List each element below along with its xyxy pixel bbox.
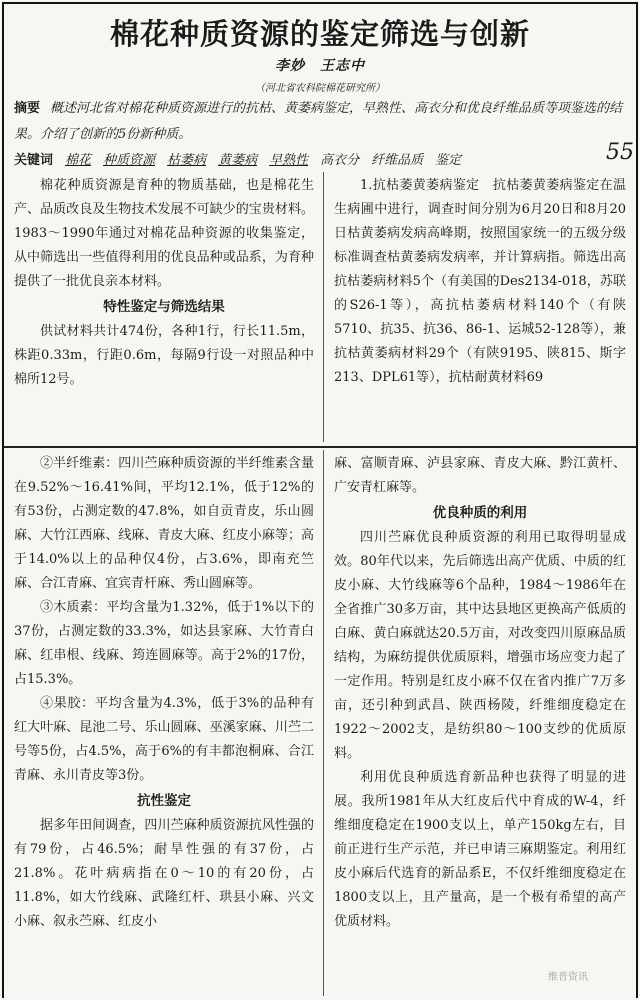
keyword-item: 鉴定 <box>435 153 462 168</box>
keyword-item: 黄萎病 <box>218 153 258 168</box>
page-border-left <box>2 2 4 998</box>
keyword-item: 纤维品质 <box>371 153 424 168</box>
paragraph: 利用优良种质选育新品种也获得了明显的进展。我所1981年从大红皮后代中育成的W-4，纤维细度稳定在1900支以上，单产150kg左右，目前正进行生产示范，并已申请三麻期鉴定。利用红皮小麻后代选育的新品系E，不仅纤维细度稳定在1800支以上，且产量高，是一个极有希望的高产优质材料。 <box>334 770 626 929</box>
paragraph: 1.抗枯萎黄萎病鉴定 抗枯萎黄萎病鉴定在温生病圃中进行，调查时间分别为6月20日和8月20日枯黄萎病发病高峰期，按照国家统一的五级分级标准调查枯黄萎病发病率，并计算病指。筛选出高抗枯萎病材料5个（有美国的Des2134-018，苏联的S26-1等），高抗枯萎病材料140个（有陕5710、抗35、抗36、86-1、运城52-128等），兼抗枯黄萎病材料29个（有陕9195、陕815、斯字213、DPL61等），抗枯耐黄材料69 <box>334 178 626 385</box>
keywords <box>14 150 604 172</box>
paragraph: 棉花种质资源是育种的物质基础，也是棉花生产、品质改良及生物技术发展不可缺少的宝贵材料。1983～1990年通过对棉花品种资源的收集鉴定，从中筛选出一些值得利用的优良品种或品系，为育种提供了一批优良亲本材料。 <box>14 178 314 289</box>
keyword-item: 种质资源 <box>103 153 156 168</box>
paragraph: ②半纤维素：四川苎麻种质资源的半纤维素含量在9.52%～16.41%间，平均12.1%，低于12%的有53份，占测定数的47.8%，如自贡青皮，乐山圆麻、大竹江西麻、线麻、青皮大麻、红皮小麻等；高于14.0%以上的品种仅4份，占3.6%，即南充竺麻、合江青麻、宜宾青杆麻、秀山圆麻等。 <box>14 456 314 591</box>
section-heading: 优良种质的利用 <box>432 505 528 521</box>
article-title: 棉花种质资源的鉴定筛选与创新 <box>109 17 530 51</box>
abstract-text: 概述河北省对棉花种质资源进行的抗枯、黄萎病鉴定，早熟性、高衣分和优良纤维品质等项鉴选的结果。介绍了创新的5份新种质。 <box>14 101 623 142</box>
keyword-item: 枯萎病 <box>167 153 207 168</box>
section-heading: 特性鉴定与筛选结果 <box>103 299 225 315</box>
keyword-item: 高衣分 <box>320 153 360 168</box>
paragraph: 供试材料共计474份，各种1行，行长11.5m，株距0.33m，行距0.6m，每隔9行设一对照品种中棉所12号。 <box>14 324 314 387</box>
page-border-right <box>636 2 638 998</box>
watermark: 维普资讯 <box>548 972 588 983</box>
section-heading: 抗性鉴定 <box>137 793 191 809</box>
paragraph: 麻、富顺青麻、泸县家麻、青皮大麻、黔江黄杆、广安青杠麻等。 <box>334 456 626 495</box>
article-affiliation: （河北省农科院棉花研究所） <box>255 83 385 94</box>
keywords-label: 关键词 <box>14 153 54 168</box>
column-divider-upper <box>323 172 324 442</box>
abstract-label: 摘要 <box>14 101 41 116</box>
keyword-item: 早熟性 <box>269 153 309 168</box>
paragraph: ③木质素：平均含量为1.32%，低于1%以下的37份，占测定数的33.3%，如达县家麻、大竹青白麻、红串根、线麻、筠连圆麻等。高于2%的17份，占15.3%。 <box>14 600 314 687</box>
page-section-divider <box>4 446 636 448</box>
upper-right-column <box>334 174 626 390</box>
paragraph: 四川苎麻优良种质资源的利用已取得明显成效。80年代以来，先后筛选出高产优质、中质的红皮小麻、大竹线麻等6个品种，1984～1986年在全省推广30多万亩，其中达县地区更换高产低质的白麻、黄白麻就达20.5万亩，对改变四川原麻品质结构，为麻纺提供优质原料，增强市场应变力起了一定作用。特别是红皮小麻不仅在省内推广7万多亩，还引种到武昌、陕西杨陵，纤维细度稳定在1922～2002支，是纺织80～100支纱的优质原料。 <box>334 530 626 761</box>
paragraph: ④果胶：平均含量为4.3%，低于3%的品种有红大叶麻、昆池二号、乐山圆麻、巫溪家麻、川苎二号等5份，占4.5%，高于6%的有丰都泡桐麻、合江青麻、永川青皮等3份。 <box>14 696 314 783</box>
keyword-item: 棉花 <box>65 153 92 168</box>
abstract <box>14 96 626 148</box>
paragraph: 据多年田间调查，四川苎麻种质资源抗风性强的有79份，占46.5%；耐旱性强的有37份，占21.8%。花叶病病指在0～10的有20份，占11.8%，如大竹线麻、武隆红杆、珙县小麻、兴文小麻、叙永苎麻、红皮小 <box>14 818 314 929</box>
lower-right-column <box>334 452 626 934</box>
handwritten-page-mark: 55 <box>606 140 634 165</box>
upper-left-column <box>14 174 314 392</box>
lower-left-column <box>14 452 314 934</box>
page-border-top <box>2 2 636 4</box>
article-authors: 李妙 王志中 <box>275 58 365 74</box>
column-divider-lower <box>323 450 324 996</box>
